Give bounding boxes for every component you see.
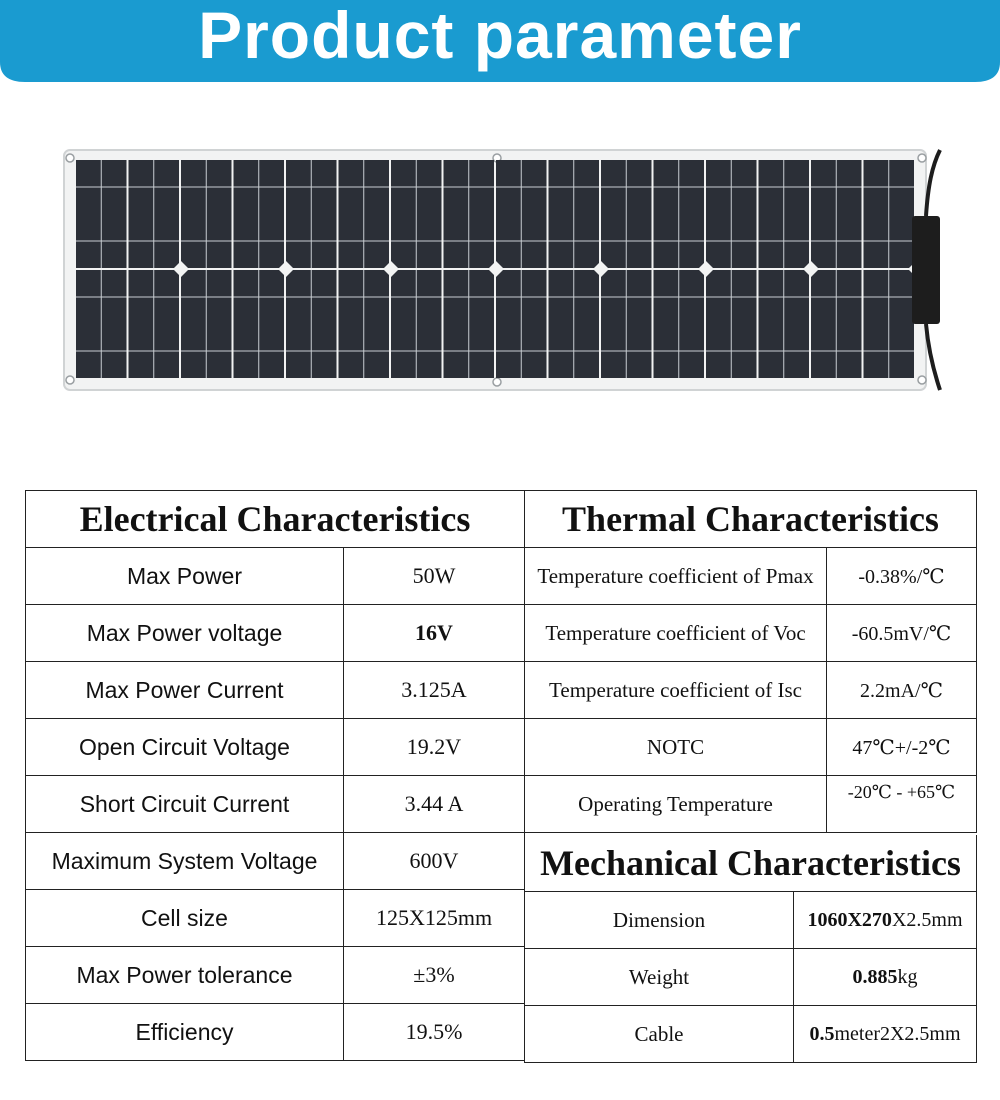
header-banner [0,0,1000,82]
elec-value: 3.44 A [344,776,525,833]
mech-label: Cable [525,1006,794,1063]
mechanical-title: Mechanical Characteristics [525,835,977,892]
mounting-hole [493,378,501,386]
thermal-label: NOTC [525,719,827,776]
elec-value: 600V [344,833,525,890]
elec-label: Max Power Current [26,662,344,719]
thermal-value: -60.5mV/℃ [827,605,977,662]
mech-value-unit: X2.5mm [891,908,963,931]
elec-label: Cell size [26,890,344,947]
elec-label: Maximum System Voltage [26,833,344,890]
mech-value-main: 1060X270 [807,908,892,931]
elec-label: Efficiency [26,1004,344,1061]
electrical-title: Electrical Characteristics [26,491,525,548]
page-title: Product parameter [198,0,802,72]
solar-panel-illustration [60,146,945,394]
thermal-label: Temperature coefficient of Voc [525,605,827,662]
thermal-value: 47℃+/-2℃ [827,719,977,776]
thermal-label: Operating Temperature [525,776,827,833]
mechanical-characteristics-table [524,835,977,1063]
elec-value: 19.5% [344,1004,525,1061]
elec-value: 16V [344,605,525,662]
elec-value: 50W [344,548,525,605]
mech-value [794,892,977,949]
elec-value: 3.125A [344,662,525,719]
thermal-title: Thermal Characteristics [525,491,977,548]
mounting-hole [918,376,926,384]
electrical-characteristics-table [25,490,525,1061]
elec-label: Max Power [26,548,344,605]
mech-value [794,949,977,1006]
cable [926,324,940,390]
mech-value [794,1006,977,1063]
mech-label: Weight [525,949,794,1006]
solar-panel-image [60,146,945,394]
mech-value-main: 0.5 [809,1022,835,1045]
elec-value: 125X125mm [344,890,525,947]
elec-value: 19.2V [344,719,525,776]
mech-value-unit: meter2X2.5mm [834,1022,961,1045]
elec-value: ±3% [344,947,525,1004]
thermal-value: -0.38%/℃ [827,548,977,605]
thermal-label: Temperature coefficient of Isc [525,662,827,719]
junction-box [912,216,940,324]
thermal-value: 2.2mA/℃ [827,662,977,719]
cable [926,150,940,216]
mech-value-unit: kg [897,965,918,988]
mounting-hole [66,154,74,162]
elec-label: Short Circuit Current [26,776,344,833]
thermal-characteristics-table [524,490,977,833]
mech-label: Dimension [525,892,794,949]
thermal-value: -20℃ - +65℃ [827,776,977,833]
mech-value-main: 0.885 [852,965,898,988]
elec-label: Max Power tolerance [26,947,344,1004]
elec-label: Open Circuit Voltage [26,719,344,776]
mounting-hole [66,376,74,384]
mounting-hole [918,154,926,162]
elec-label: Max Power voltage [26,605,344,662]
thermal-label: Temperature coefficient of Pmax [525,548,827,605]
